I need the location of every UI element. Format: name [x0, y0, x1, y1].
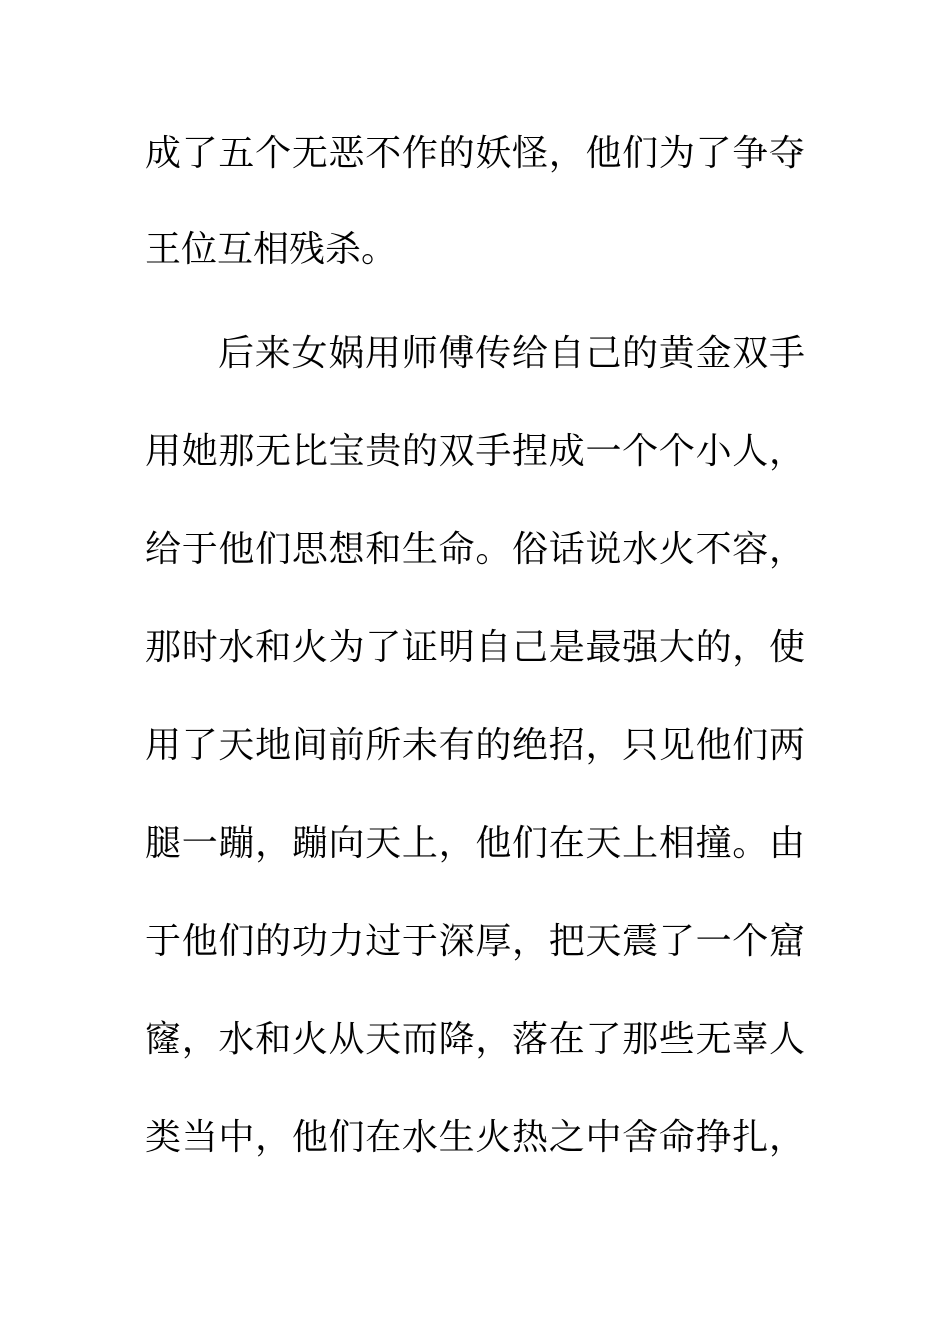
paragraph-line: 给于他们思想和生命。俗话说水火不容，	[145, 529, 805, 570]
paragraph-line: 那时水和火为了证明自己是最强大的，使	[145, 627, 805, 668]
paragraph-line: 用她那无比宝贵的双手捏成一个个小人，	[145, 431, 805, 472]
paragraph-line: 窿，水和火从天而降，落在了那些无辜人	[145, 1019, 805, 1060]
paragraph-line: 类当中，他们在水生火热之中舍命挣扎，	[145, 1117, 805, 1158]
paragraph-line: 腿一蹦，蹦向天上，他们在天上相撞。由	[145, 823, 805, 864]
paragraph-line: 王位互相残杀。	[145, 229, 398, 270]
paragraph-line: 后来女娲用师傅传给自己的黄金双手	[218, 333, 805, 374]
paragraph-line: 成了五个无恶不作的妖怪，他们为了争夺	[145, 133, 805, 174]
paragraph-line: 于他们的功力过于深厚，把天震了一个窟	[145, 921, 805, 962]
paragraph-line: 用了天地间前所未有的绝招，只见他们两	[145, 725, 805, 766]
